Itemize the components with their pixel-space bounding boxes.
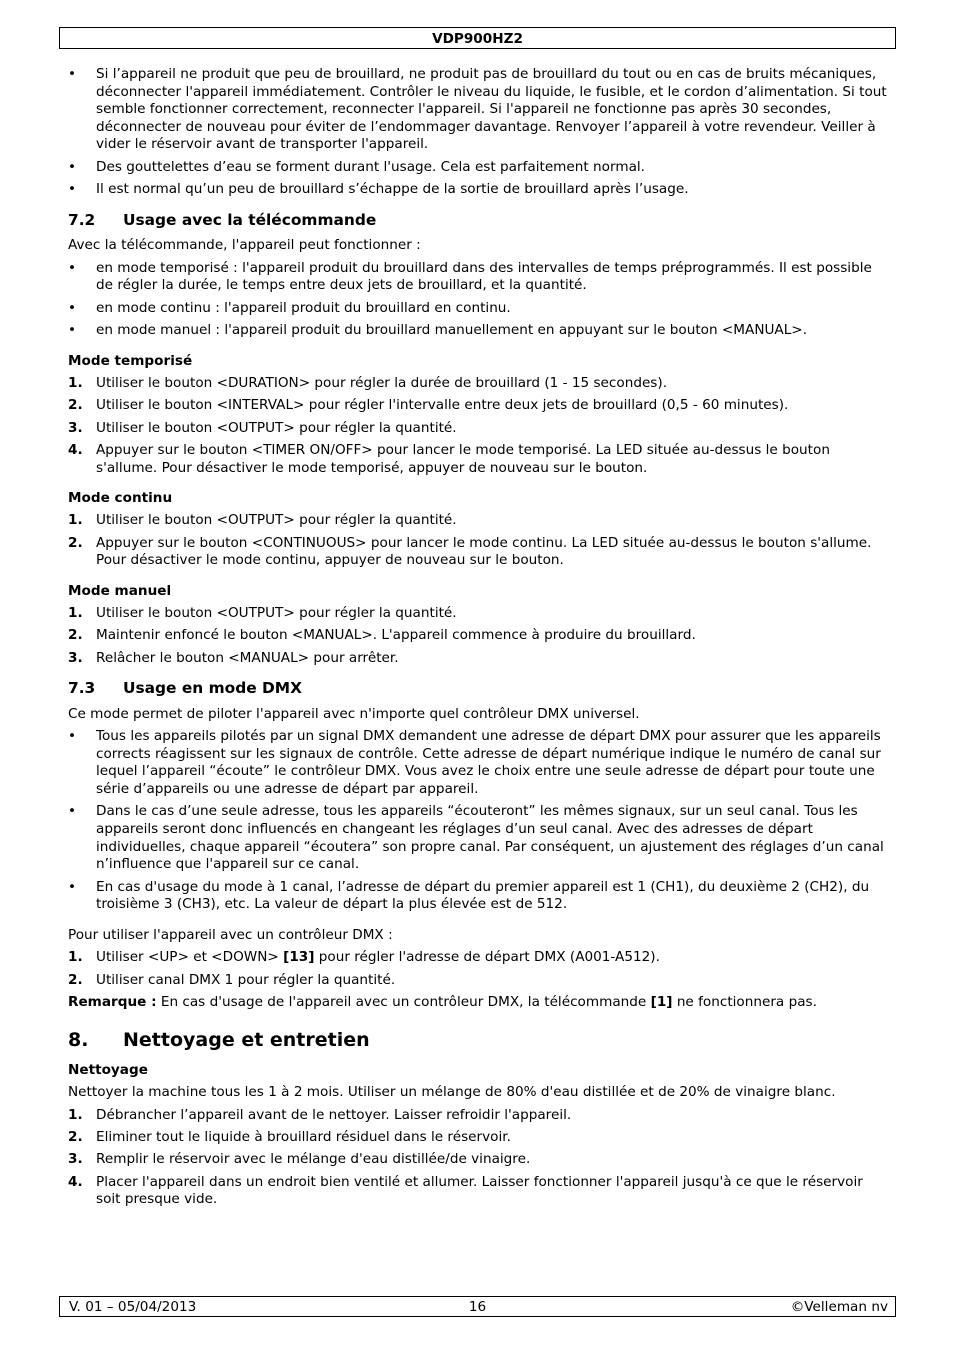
subheading-continuous-mode: Mode continu: [68, 490, 173, 507]
cleaning-steps: [68, 1107, 888, 1209]
section-heading-7-3: 7.3 Usage en mode DMX: [68, 679, 302, 698]
mode-bullet-list: [68, 260, 888, 340]
list-item: 1. Utiliser <UP> et <DOWN> [13] pour régler l'adresse de départ DMX (A001-A512).: [68, 949, 660, 966]
list-item: 4. Appuyer sur le bouton <TIMER ON/OFF> pour lancer le mode temporisé. La LED située au-dessus le bouton s'allume. Pour désactiver le mode temporisé, appuyer de nouveau sur le bouton.: [68, 441, 830, 476]
page-header: [59, 27, 896, 49]
list-item: 1. Utiliser le bouton <OUTPUT> pour régler la quantité.: [68, 512, 457, 529]
timer-steps: [68, 375, 888, 477]
subheading-manual-mode: Mode manuel: [68, 582, 172, 599]
bullet-icon: •: [68, 158, 77, 175]
version-date: V. 01 – 05/04/2013: [69, 1299, 197, 1315]
page-number: 16: [468, 1299, 487, 1315]
section-heading-7-2: 7.2 Usage avec la télécommande: [68, 210, 377, 229]
bullet-icon: •: [68, 803, 77, 820]
list-item: 1. Utiliser le bouton <DURATION> pour régler la durée de brouillard (1 - 15 secondes).: [68, 374, 668, 391]
manual-steps: [68, 605, 888, 667]
list-item: • Si l’appareil ne produit que peu de brouillard, ne produit pas de brouillard du tout ou en cas de bruits mécaniques, déconnecter l'appareil immédiatement. Contrôler le niveau du liquide, le fusible, et le cordon d’alimentation. Si tout semble fonctionner correctement, reconnecter l'appareil. Si l'appareil ne fonctionne pas après 30 secondes, déconnecter de nouveau pour éviter de l’endommager davantage. Renvoyer l’appareil à votre revendeur. Veiller à vider le réservoir avant de transporter l'appareil.: [68, 66, 887, 153]
list-item: 1. Débrancher l’appareil avant de le nettoyer. Laisser refroidir l'appareil.: [68, 1106, 572, 1123]
list-item: 4. Placer l'appareil dans un endroit bien ventilé et allumer. Laisser fonctionner l'appareil jusqu'à ce que le réservoir soit presque vide.: [68, 1173, 863, 1208]
bullet-icon: •: [68, 66, 77, 82]
list-item: • en mode manuel : l'appareil produit du brouillard manuellement en appuyant sur le bouton <MANUAL>.: [68, 322, 808, 339]
brand-copyright: ©Velleman nv: [790, 1299, 888, 1315]
section-intro: Avec la télécommande, l'appareil peut fonctionner :: [68, 237, 421, 254]
list-item: • en mode temporisé : l'appareil produit du brouillard dans des intervalles de temps préprogrammés. Il est possible de régler la durée, le temps entre deux jets de brouillard, et la quantité.: [68, 259, 872, 294]
list-item: 2. Utiliser le bouton <INTERVAL> pour régler l'intervalle entre deux jets de brouillard (0,5 - 60 minutes).: [68, 397, 789, 414]
list-item: 2. Maintenir enfoncé le bouton <MANUAL>. L'appareil commence à produire du brouillard.: [68, 627, 696, 644]
list-item: • En cas d'usage du mode à 1 canal, l’adresse de départ du premier appareil est 1 (CH1), du deuxième 2 (CH2), du troisième 3 (CH3), etc. La valeur de départ la plus élevée est de 512.: [68, 878, 870, 913]
section-heading-8: 8. Nettoyage et entretien: [68, 1028, 370, 1051]
cleaning-intro: Nettoyer la machine tous les 1 à 2 mois. Utiliser un mélange de 80% d'eau distillée et de 20% de vinaigre blanc.: [68, 1084, 836, 1101]
list-item: 2. Appuyer sur le bouton <CONTINUOUS> pour lancer le mode continu. La LED située au-dessus le bouton s'allume. Pour désactiver le mode continu, appuyer de nouveau sur le bouton.: [68, 534, 872, 569]
bullet-icon: •: [68, 299, 77, 316]
remark: Remarque : En cas d'usage de l'appareil avec un contrôleur DMX, la télécommande [1] ne fonctionnera pas.: [68, 993, 817, 1010]
list-item: • en mode continu : l'appareil produit du brouillard en continu.: [68, 299, 511, 316]
dmx-steps: [68, 949, 888, 989]
dmx-bullet-list: [68, 728, 888, 914]
list-item: 2. Eliminer tout le liquide à brouillard résiduel dans le réservoir.: [68, 1129, 511, 1146]
list-item: 3. Relâcher le bouton <MANUAL> pour arrêter.: [68, 649, 399, 666]
page-footer: [59, 1296, 896, 1317]
list-item: • Dans le cas d’une seule adresse, tous les appareils “écouteront” les mêmes signaux, sur un seul canal. Tous les appareils seront donc influencés en changeant les réglages d’un seul canal. Avec des adresses de départ individuelles, chaque appareil “écoutera” son propre canal. Par conséquent, un ajustement des réglages d’un canal n’influence que l'appareil sur ce canal.: [68, 803, 884, 873]
list-item: 3. Remplir le réservoir avec le mélange d'eau distillée/de vinaigre.: [68, 1151, 531, 1168]
section-intro: Ce mode permet de piloter l'appareil avec n'importe quel contrôleur DMX universel.: [68, 705, 640, 722]
continuous-steps: [68, 512, 888, 570]
page-content: [68, 66, 888, 1214]
list-item: 3. Utiliser le bouton <OUTPUT> pour régler la quantité.: [68, 419, 457, 436]
bullet-icon: •: [68, 181, 77, 198]
intro-bullet-list: [68, 66, 888, 199]
list-item: • Il est normal qu’un peu de brouillard s’échappe de la sortie de brouillard après l’usage.: [68, 181, 689, 198]
bullet-icon: •: [68, 878, 77, 895]
list-item: • Des gouttelettes d’eau se forment durant l'usage. Cela est parfaitement normal.: [68, 158, 646, 175]
subheading-timer-mode: Mode temporisé: [68, 352, 193, 369]
list-item: 2. Utiliser canal DMX 1 pour régler la quantité.: [68, 971, 396, 988]
list-item: • Tous les appareils pilotés par un signal DMX demandent une adresse de départ DMX pour assurer que les appareils corrects réagissent sur les signaux de contrôle. Cette adresse de départ numérique indique le numéro de canal sur lequel l’appareil “écoute” le contrôleur DMX. Vous avez le choix entre une seule adresse de départ pour toute une série d’appareils ou une adresse de départ par appareil.: [68, 728, 881, 798]
bullet-icon: •: [68, 259, 77, 276]
list-item: 1. Utiliser le bouton <OUTPUT> pour régler la quantité.: [68, 604, 457, 621]
subheading-cleaning: Nettoyage: [68, 1062, 148, 1079]
dmx-usage-intro: Pour utiliser l'appareil avec un contrôleur DMX :: [68, 926, 393, 943]
bullet-icon: •: [68, 322, 77, 339]
model-name: VDP900HZ2: [432, 31, 523, 47]
bullet-icon: •: [68, 728, 77, 745]
